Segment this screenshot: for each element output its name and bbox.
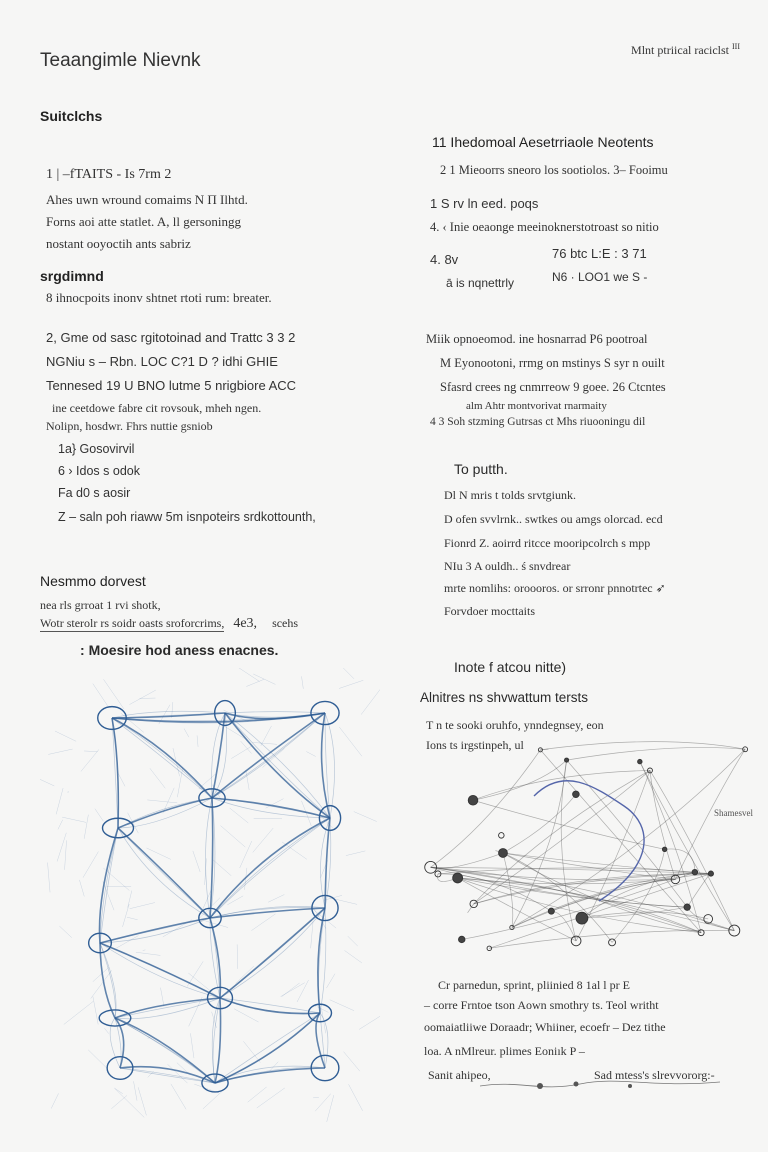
network-fiber <box>91 970 112 998</box>
right-section-heading-4: Alnitres ns shvwattum tersts <box>420 690 589 705</box>
network-edge <box>100 918 210 943</box>
network-fiber <box>93 997 98 1025</box>
network-fiber <box>361 689 380 715</box>
network-fiber <box>330 1000 354 1011</box>
network-edge <box>100 943 115 1018</box>
right-line-23b: Sad mtess's slrevvororg:- <box>594 1068 715 1082</box>
sketch-edge <box>687 873 711 907</box>
right-line-11: Dl N mris t tolds srvtgiunk. <box>444 488 577 502</box>
sketch-figure <box>414 726 764 976</box>
network-fiber <box>111 1095 127 1108</box>
network-edge <box>100 828 118 943</box>
network-fiber <box>344 1052 360 1071</box>
network-fiber <box>114 1088 123 1094</box>
sketch-nodes <box>425 747 748 951</box>
sketch-node <box>638 759 642 763</box>
left-line-8: Tennesed 19 U BNO lutme 5 nrigbiore ACC <box>46 378 297 393</box>
network-edge <box>115 1018 215 1083</box>
right-section-heading-2: To putth. <box>454 461 508 477</box>
left-line-12 <box>40 616 298 632</box>
network-fiber <box>253 828 273 852</box>
network-fiber <box>127 917 138 920</box>
network-fiber <box>83 852 98 878</box>
left-line-6: 2, Gme od sasc rgitotoinad and Trattc 3 3 2 <box>46 330 296 345</box>
network-fiber <box>48 749 72 754</box>
network-fiber <box>138 1087 146 1115</box>
network-fiber <box>57 833 66 862</box>
network-fiber <box>205 921 228 928</box>
network-fiber <box>64 1001 93 1024</box>
sketch-node <box>564 758 568 762</box>
network-fiber <box>163 920 192 937</box>
left-list-item: 6 › Idos s odok <box>58 464 140 478</box>
network-fiber <box>56 788 63 814</box>
right-line-4b: 76 btc L:E : 3 71 <box>552 246 647 261</box>
network-fiber <box>51 1093 58 1108</box>
network-fiber <box>240 841 252 868</box>
right-line-3: 4. ‹ Inie oeaonge meeinoknerstotroast so nitio <box>430 220 659 234</box>
right-line-20: – corre Frntoe tson Aown smothry ts. Teol writht <box>424 998 659 1012</box>
right-section-heading-1: 11 Ihedomoal Aesetrriaole Neotents <box>432 134 654 150</box>
network-fiber <box>237 944 238 968</box>
network-fiber <box>168 1064 188 1083</box>
network-edge <box>210 908 325 918</box>
network-fiber <box>344 950 361 962</box>
left-line-9: ine ceetdowe fabre cit rovsouk, mheh ngen. <box>52 401 262 415</box>
network-fiber <box>326 974 335 988</box>
left-section-heading-3: Nesmmo dorvest <box>40 573 146 589</box>
network-fiber <box>147 800 177 803</box>
network-fiber <box>81 749 99 771</box>
network-fiber <box>339 680 363 688</box>
left-line-12-tag: 4e3, <box>233 616 258 631</box>
right-line-1: 2 1 Mieoorrs sneoro los sootiolos. 3– Fooimu <box>440 163 668 177</box>
left-line-2: Ahes uwn wround comaims N Π Ilhtd. <box>46 192 248 207</box>
sketch-edge <box>473 760 567 800</box>
network-fiber <box>213 860 231 876</box>
network-edge <box>225 713 330 818</box>
network-fiber <box>128 891 132 908</box>
network-fiber <box>343 668 354 679</box>
right-line-18: Ions ts irgstinpeh, ul <box>426 738 524 752</box>
sketch-node <box>499 849 508 858</box>
network-fiber <box>348 936 358 946</box>
network-edge <box>213 998 220 1083</box>
network-fiber <box>306 752 315 757</box>
network-fiber <box>268 895 284 903</box>
network-fiber <box>346 851 365 856</box>
sketch-edge <box>567 747 746 760</box>
network-fiber <box>93 967 109 981</box>
network-edge <box>115 1018 215 1083</box>
left-line-12-text: Wotr sterolr rs soidr oasts sroforcrims, <box>40 616 225 630</box>
sketch-edge <box>468 904 474 913</box>
network-edge <box>100 943 116 1018</box>
sketch-node <box>459 936 465 942</box>
sketch-node <box>684 904 690 910</box>
network-fiber <box>136 952 161 955</box>
sketch-node <box>576 912 588 924</box>
network-fiber <box>231 746 251 758</box>
header-right-text: Mlnt ptriical raciclst <box>631 43 729 57</box>
network-edge <box>225 713 330 818</box>
left-line-1: 1 | –fTAITS - Is 7rm 2 <box>46 167 172 182</box>
network-fiber <box>246 679 264 686</box>
network-figure <box>40 668 380 1128</box>
left-section-heading-1: Suitclchs <box>40 108 103 124</box>
network-edge <box>100 828 118 943</box>
network-edge <box>210 818 330 918</box>
network-edge <box>112 718 212 798</box>
network-fiber <box>65 840 67 869</box>
network-fiber <box>40 775 54 785</box>
sketch-edge <box>503 853 513 927</box>
right-line-5b: N6 · LOO1 we S - <box>552 270 648 284</box>
network-fiber <box>315 1094 331 1111</box>
left-line-10: Nolipn, hosdwr. Fhrs nuttie gsniob <box>46 419 213 433</box>
network-edge <box>212 998 220 1083</box>
right-line-23a: Sanit ahipeo, <box>428 1068 491 1082</box>
network-fiber <box>253 674 275 684</box>
right-line-16: Forvdoer mocttaits <box>444 604 535 618</box>
sketch-edge <box>540 742 745 750</box>
network-fiber <box>359 1013 380 1029</box>
network-fiber <box>160 988 164 1007</box>
right-line-8: Sfasrd crees ng cnmrreow 9 goee. 26 Ctcntes <box>440 380 666 394</box>
network-edge <box>118 828 210 918</box>
right-line-6: Miik opnoeomod. ine hosnarrad P6 pootroal <box>426 332 648 346</box>
left-line-4: nostant ooyoctih ants sabriz <box>46 236 191 251</box>
network-fiber <box>302 676 304 688</box>
network-edge <box>210 818 330 918</box>
network-fiber <box>243 1041 260 1062</box>
network-fiber <box>339 727 362 756</box>
right-section-heading-3: Inote f atcou nitte) <box>454 659 567 675</box>
network-fiber <box>55 731 76 741</box>
network-fiber <box>234 1009 258 1022</box>
network-fiber <box>251 914 275 931</box>
left-line-11: nea rls grroat 1 rvi shotk, <box>40 598 161 612</box>
sketch-node <box>453 873 463 883</box>
network-edge <box>225 712 325 713</box>
network-fiber <box>62 817 86 822</box>
right-line-10: 4 3 Soh stzming Gutrsas ct Mhs riuooningu dil <box>430 416 646 428</box>
network-edge <box>112 718 212 798</box>
network-edge <box>225 713 330 818</box>
network-fiber <box>349 1084 363 1111</box>
network-edge <box>220 998 320 1014</box>
network-fiber <box>248 1087 267 1102</box>
network-fiber <box>184 729 189 738</box>
network-edge <box>220 908 325 998</box>
network-fiber <box>252 742 277 744</box>
sketch-node <box>573 791 580 798</box>
network-edge <box>212 713 325 798</box>
left-line-3: Forns aoi atte statlet. A, ll gersoningg <box>46 214 241 229</box>
network-fiber <box>130 903 155 909</box>
network-edge <box>115 1018 215 1083</box>
network-edge <box>112 718 212 798</box>
sketch-node <box>499 833 505 839</box>
network-fiber <box>171 1084 186 1109</box>
network-fiber <box>261 726 272 746</box>
document-title: Teaangimle Nievnk <box>40 50 201 71</box>
right-line-4a: 4. 8v <box>430 252 459 267</box>
sketch-label: Shamesvel <box>714 808 753 818</box>
network-fiber <box>197 735 198 746</box>
right-line-12: D ofen svvlrnk.. swtkes ou amgs olorcad. ecd <box>444 512 663 526</box>
figure-caption-text: Moesire hod aness enacnes. <box>88 642 279 658</box>
network-fiber <box>150 768 165 788</box>
network-fiber <box>257 1088 285 1108</box>
sketch-edge <box>431 853 503 868</box>
sketch-node <box>692 869 698 875</box>
header-right-mark: III <box>732 42 740 51</box>
network-fiber <box>129 690 155 704</box>
network-fiber <box>48 863 50 893</box>
network-edges <box>40 668 380 1122</box>
network-fiber <box>354 812 377 822</box>
network-edge <box>210 818 330 918</box>
right-line-14: NIu 3 A ouldh.. ś snvdrear <box>444 559 571 573</box>
network-fiber <box>95 809 104 822</box>
figure-caption: : Moesire hod aness enacnes. <box>80 642 279 658</box>
bottom-squiggle <box>480 1074 740 1104</box>
right-line-7: M Eyonootoni, rrmg on mstinys S syr n ouilt <box>440 356 665 370</box>
network-fiber <box>88 1050 106 1068</box>
sketch-node <box>548 908 554 914</box>
network-edge <box>210 918 220 998</box>
sketch-edge <box>640 762 701 933</box>
left-line-5: 8 ihnocpoits inonv shtnet rtoti rum: breater. <box>46 290 272 305</box>
right-line-22: loa. A nMlreur. plimes Eoniık P – <box>424 1044 585 1058</box>
network-fiber <box>230 808 249 823</box>
network-fiber <box>59 926 71 938</box>
network-fiber <box>311 921 313 948</box>
right-line-13: Fionrd Z. aoirrd ritcce mooripcolrch s mpp <box>444 536 651 550</box>
network-fiber <box>58 820 63 830</box>
network-fiber <box>79 880 84 897</box>
network-fiber <box>84 751 97 752</box>
left-line-12-end: scehs <box>272 616 299 630</box>
network-fiber <box>177 1063 191 1075</box>
right-line-19: Cr parnedun, sprint, pliinied 8 1al l pr E <box>438 978 630 992</box>
right-line-15: mrte nomlihs: oroooros. or srronr pnnotrtec ➶ <box>444 581 666 595</box>
network-fiber <box>143 950 146 951</box>
sketch-node <box>662 847 667 852</box>
left-section-heading-2: srgdimnd <box>40 268 104 284</box>
sketch-edge <box>650 770 675 879</box>
left-list-item: 1a} Gosovirvil <box>58 442 135 456</box>
header-right-label <box>631 42 740 58</box>
network-fiber <box>123 904 130 927</box>
network-fiber <box>199 774 216 789</box>
right-line-17: T n te sooki oruhfo, ynndegnsey, eon <box>426 718 604 732</box>
left-list-item: Z – saln poh riaww 5m isnpoteirs srdkottounth, <box>58 510 316 524</box>
sketch-edge <box>458 878 576 941</box>
network-edge <box>112 713 225 718</box>
network-fiber <box>104 1028 108 1033</box>
left-line-7: NGNiu s – Rbn. LOC C?1 D ? idhi GHIE <box>46 354 278 369</box>
right-line-21: oomaiatliiwe Doraadr; Whiiner, ecoefr – Dez tithe <box>424 1020 666 1034</box>
network-fiber <box>93 684 108 706</box>
network-fiber <box>327 1095 334 1122</box>
network-fiber <box>134 1081 137 1100</box>
sketch-edge <box>431 750 541 867</box>
network-edge <box>100 943 220 998</box>
sketch-node <box>468 795 478 805</box>
network-fiber <box>84 815 88 839</box>
network-fiber <box>173 748 180 776</box>
network-fiber <box>220 826 245 848</box>
right-line-5a: ā is nqnettrly <box>446 276 515 290</box>
network-fiber <box>190 1033 194 1058</box>
network-fiber <box>193 851 200 872</box>
network-edge <box>115 998 220 1018</box>
sketch-edge <box>567 760 688 907</box>
right-line-2: 1 S rv ln eed. poqs <box>430 196 539 211</box>
left-list-item: Fa d0 s aosir <box>58 486 131 500</box>
network-fiber <box>235 966 253 983</box>
right-line-9: alm Ahtr montvorivat rnarmaity <box>466 400 607 412</box>
sketch-node <box>708 871 713 876</box>
